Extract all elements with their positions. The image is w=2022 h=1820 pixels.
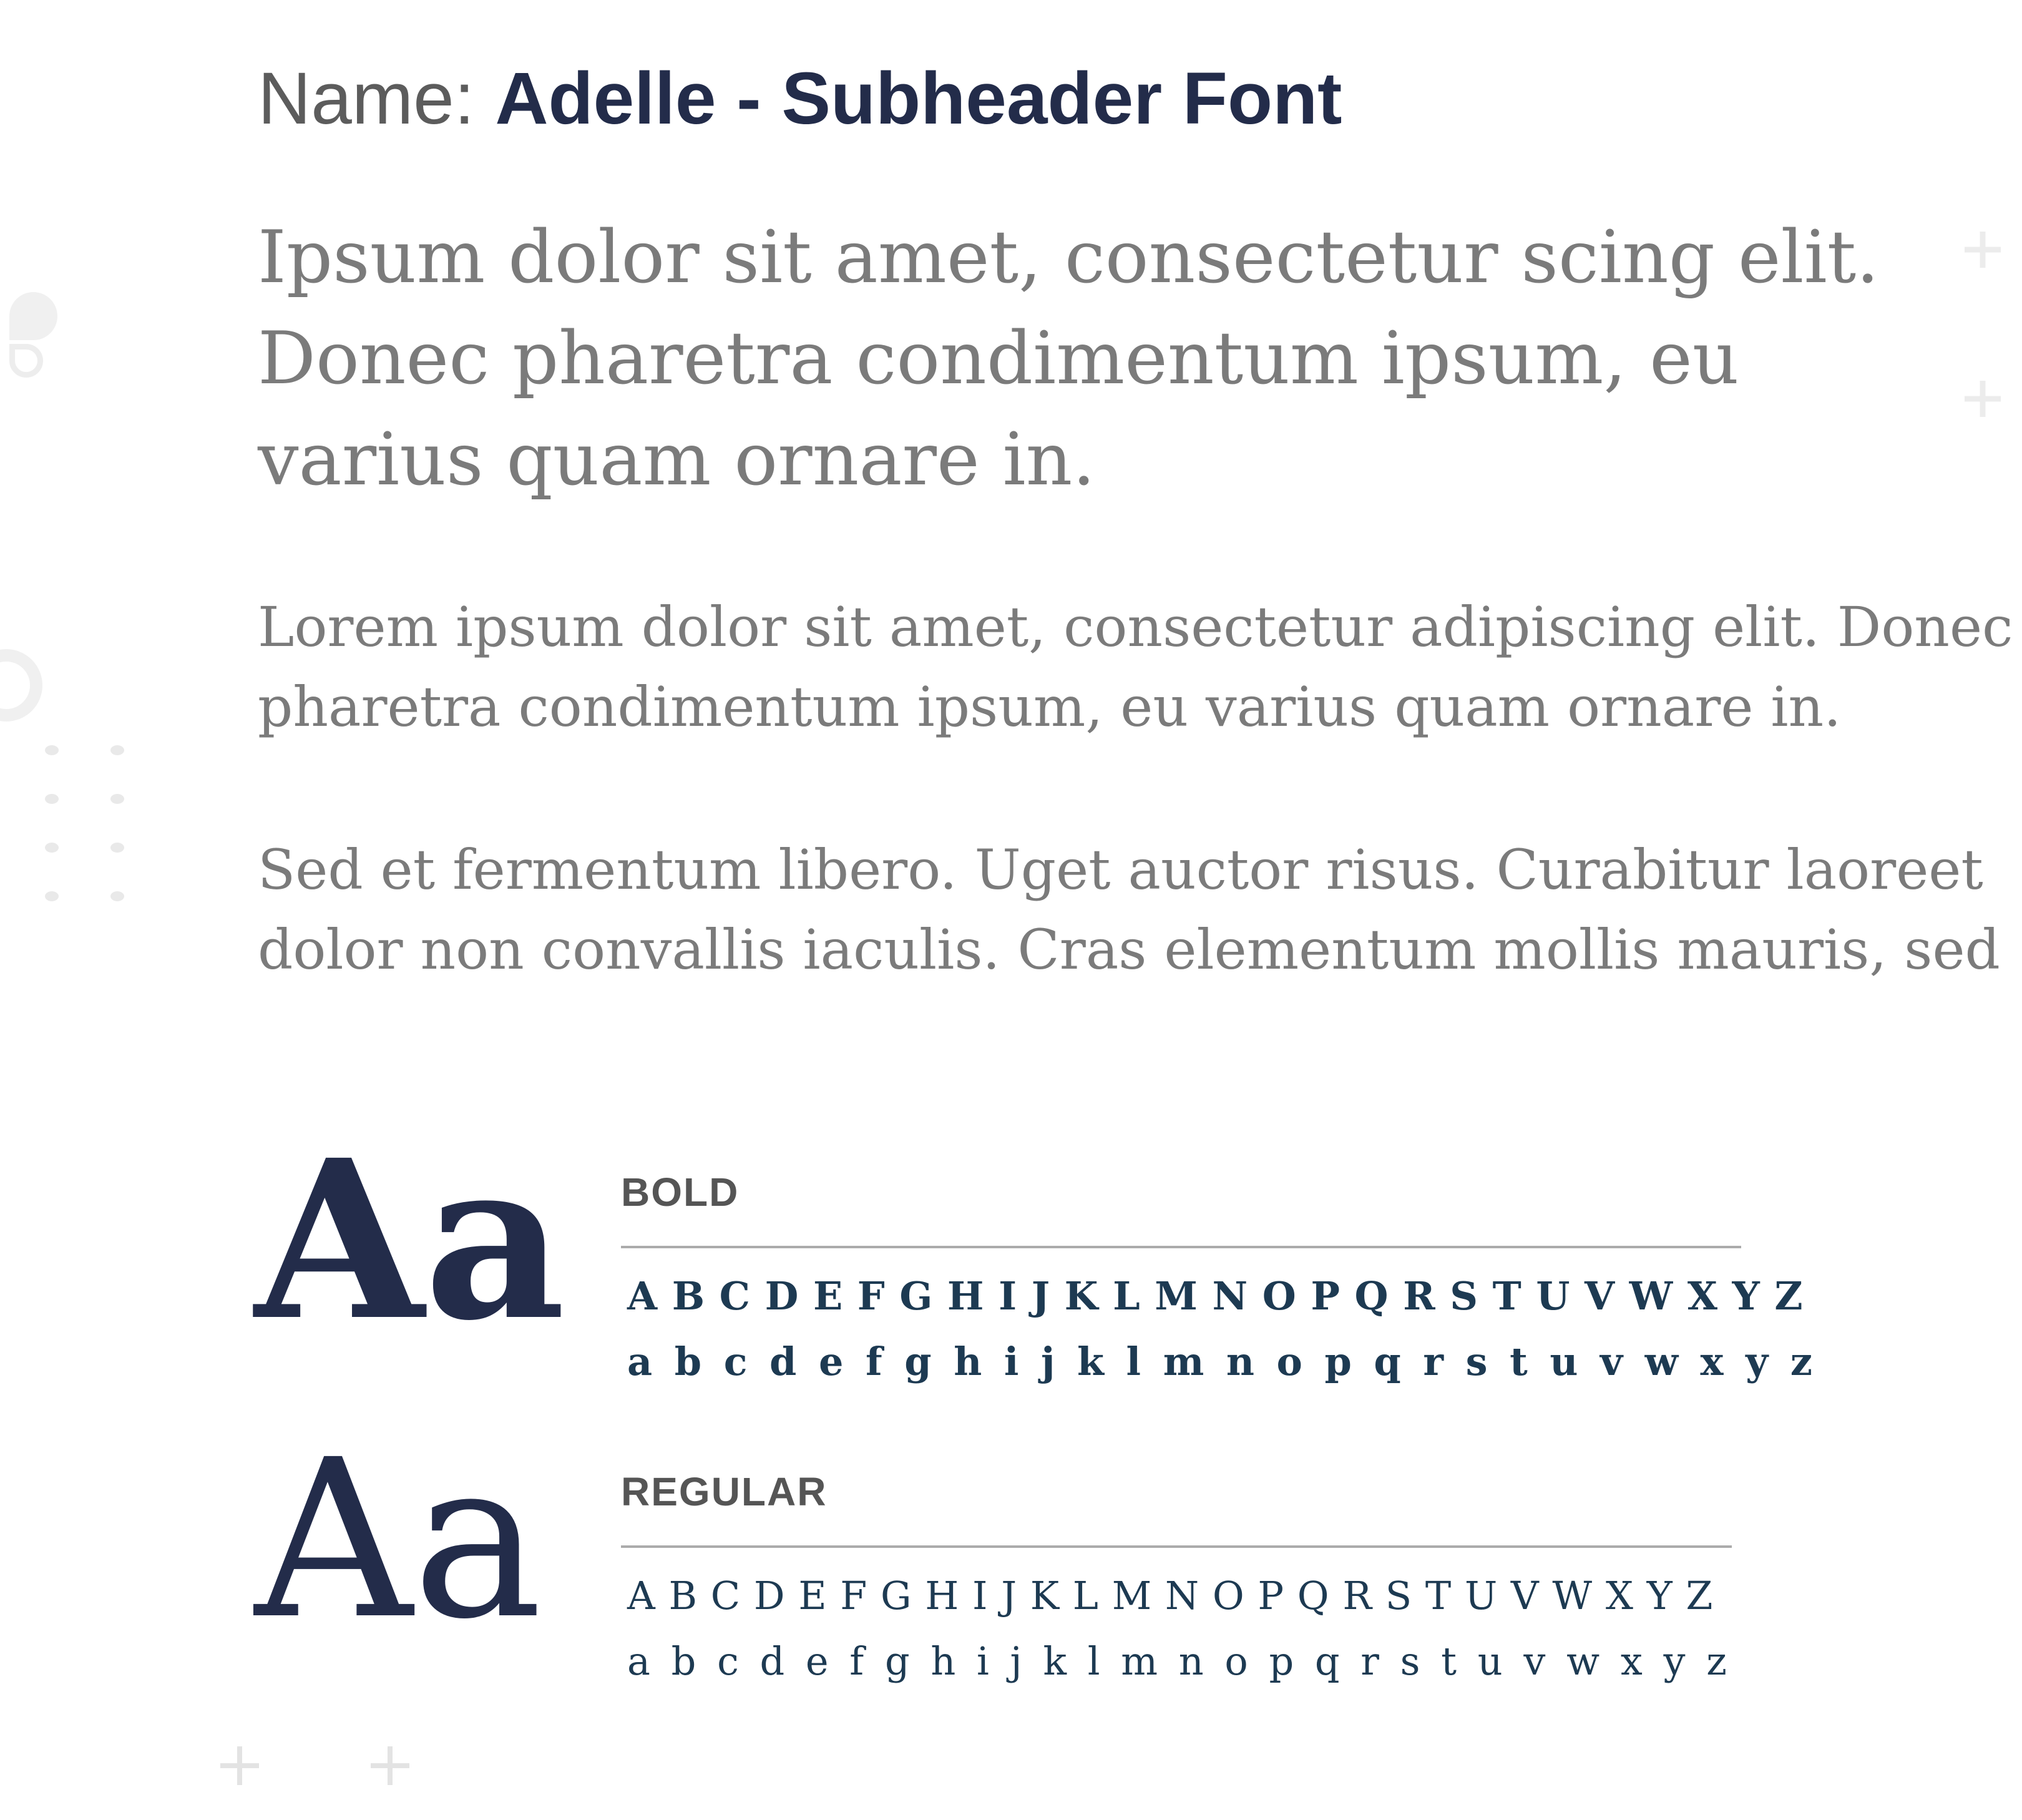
lead-line: Donec pharetra condimentum ipsum, eu bbox=[258, 316, 1739, 401]
divider-line bbox=[621, 1545, 1732, 1548]
specimen-sample-aa: Aa bbox=[255, 1412, 543, 1667]
dot bbox=[110, 843, 124, 853]
paragraph-line: Sed et fermentum libero. Uget auctor risus. Curabitur laoreet bbox=[258, 838, 1983, 902]
page-title bbox=[258, 55, 1342, 144]
plus-icon bbox=[1965, 232, 2001, 268]
paragraph-line: pharetra condimentum ipsum, eu varius quam ornare in. bbox=[258, 675, 1842, 739]
uppercase-alphabet: A B C D E F G H I J K L M N O P Q R S T U V W X Y Z bbox=[627, 1573, 1714, 1618]
body-paragraph bbox=[258, 830, 2000, 990]
dot bbox=[45, 745, 59, 755]
dot bbox=[110, 745, 124, 755]
specimen-sample-aa: Aa bbox=[255, 1112, 566, 1369]
teardrop-outline-small-shape bbox=[9, 344, 43, 378]
lowercase-alphabet: a b c d e f g h i j k l m n o p q r s t u v w x y z bbox=[627, 1339, 1817, 1384]
dot bbox=[45, 794, 59, 804]
dot bbox=[110, 891, 124, 901]
paragraph-line: Lorem ipsum dolor sit amet, consectetur adipiscing elit. Donec bbox=[258, 595, 2013, 659]
lead-line: varius quam ornare in. bbox=[258, 418, 1096, 502]
divider-line bbox=[621, 1246, 1741, 1248]
plus-icon bbox=[1965, 381, 2001, 417]
weight-label: BOLD bbox=[621, 1170, 740, 1215]
weight-label: REGULAR bbox=[621, 1469, 828, 1514]
dot bbox=[45, 843, 59, 853]
plus-icon bbox=[371, 1746, 409, 1785]
teardrop-filled-shape bbox=[9, 292, 57, 340]
dot bbox=[45, 891, 59, 901]
lead-paragraph bbox=[258, 207, 1879, 511]
lead-line: Ipsum dolor sit amet, consectetur scing elit. bbox=[258, 215, 1880, 300]
uppercase-alphabet: A B C D E F G H I J K L M N O P Q R S T U V W X Y Z bbox=[627, 1273, 1804, 1319]
lowercase-alphabet: a b c d e f g h i j k l m n o p q r s t u v w x y z bbox=[627, 1638, 1731, 1684]
body-paragraph bbox=[258, 587, 2013, 747]
dot bbox=[110, 794, 124, 804]
font-name: Adelle - Subheader Font bbox=[495, 57, 1342, 140]
title-label: Name: bbox=[258, 57, 475, 140]
paragraph-line: dolor non convallis iaculis. Cras elementum mollis mauris, sed bbox=[258, 917, 2000, 982]
plus-icon bbox=[220, 1746, 259, 1785]
ring-shape bbox=[0, 649, 42, 722]
